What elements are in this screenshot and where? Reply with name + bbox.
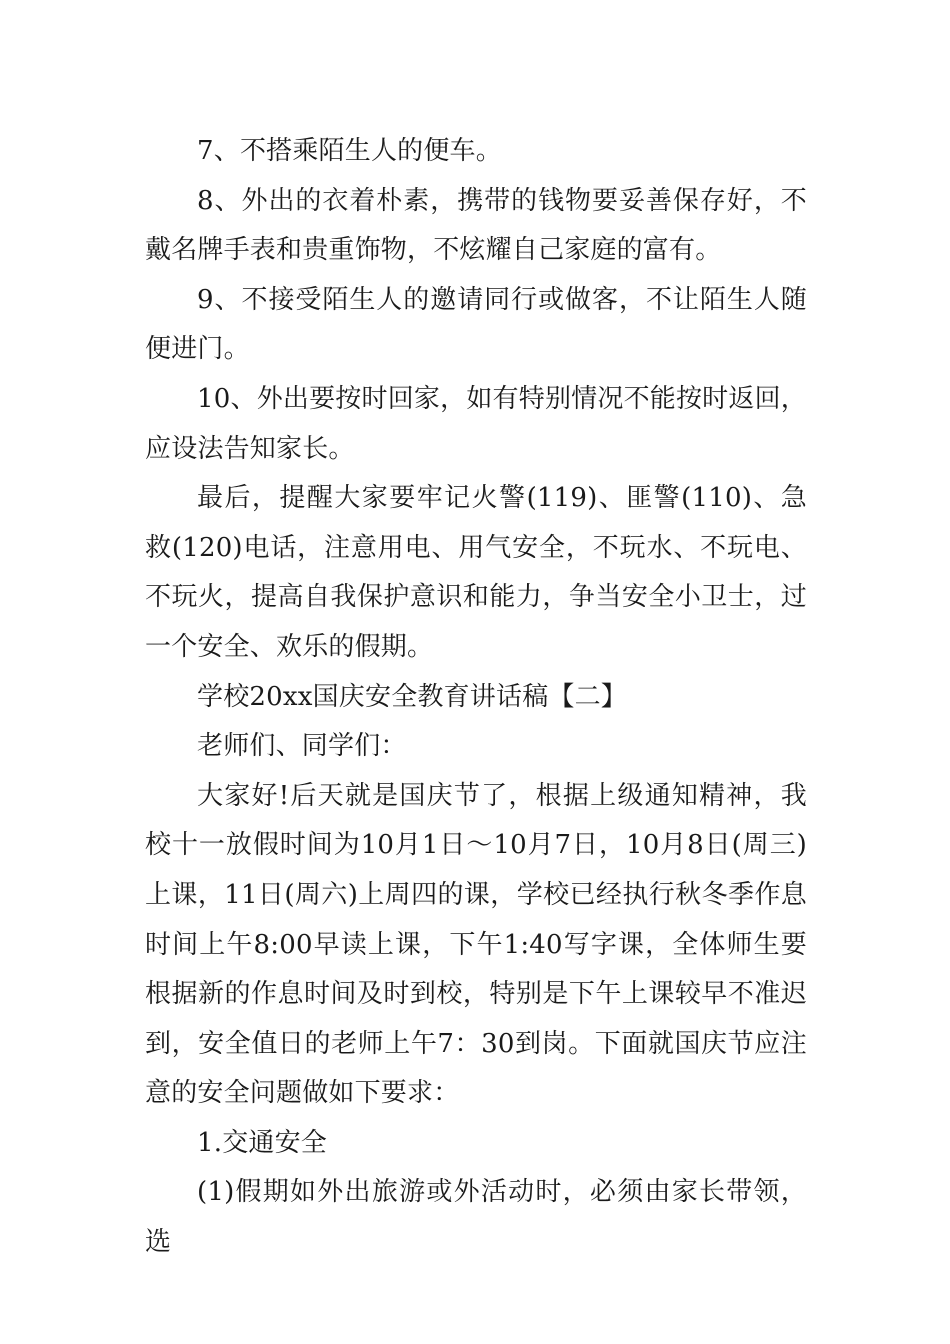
paragraph-item-8: 8、外出的衣着朴素，携带的钱物要妥善保存好，不戴名牌手表和贵重饰物，不炫耀自己家庭的富有。 — [145, 185, 807, 266]
paragraph-traffic-item-1: (1)假期如外出旅游或外活动时，必须由家长带领，选 — [145, 1177, 807, 1258]
paragraph-holiday-notice: 大家好!后天就是国庆节了，根据上级通知精神，我校十一放假时间为10月1日～10月7日，10月8日(周三)上课，11日(周六)上周四的课，学校已经执行秋冬季作息时间上午8:00早读上课，下午1:40写字课，全体师生要根据新的作息时间及时到校，特别是下午上课较早不准迟到，安全值日的老师上午7：30到岗。下面就国庆节应注意的安全问题做如下要求： — [145, 780, 807, 1109]
paragraph-item-9: 9、不接受陌生人的邀请同行或做客，不让陌生人随便进门。 — [145, 284, 807, 365]
greeting: 老师们、同学们： — [197, 731, 407, 762]
paragraph-item-7: 7、不搭乘陌生人的便车。 — [197, 136, 502, 166]
paragraph-item-10: 10、外出要按时回家，如有特别情况不能按时返回，应设法告知家长。 — [145, 383, 807, 464]
document-body — [145, 127, 807, 1268]
section-title: 学校20xx国庆安全教育讲话稿【二】 — [197, 681, 628, 712]
paragraph-closing-reminder: 最后，提醒大家要牢记火警(119)、匪警(110)、急救(120)电话，注意用电、用气安全，不玩水、不玩电、不玩火，提高自我保护意识和能力，争当安全小卫士，过一个安全、欢乐的假期。 — [145, 483, 807, 662]
subheading-traffic-safety: 1.交通安全 — [197, 1127, 328, 1158]
